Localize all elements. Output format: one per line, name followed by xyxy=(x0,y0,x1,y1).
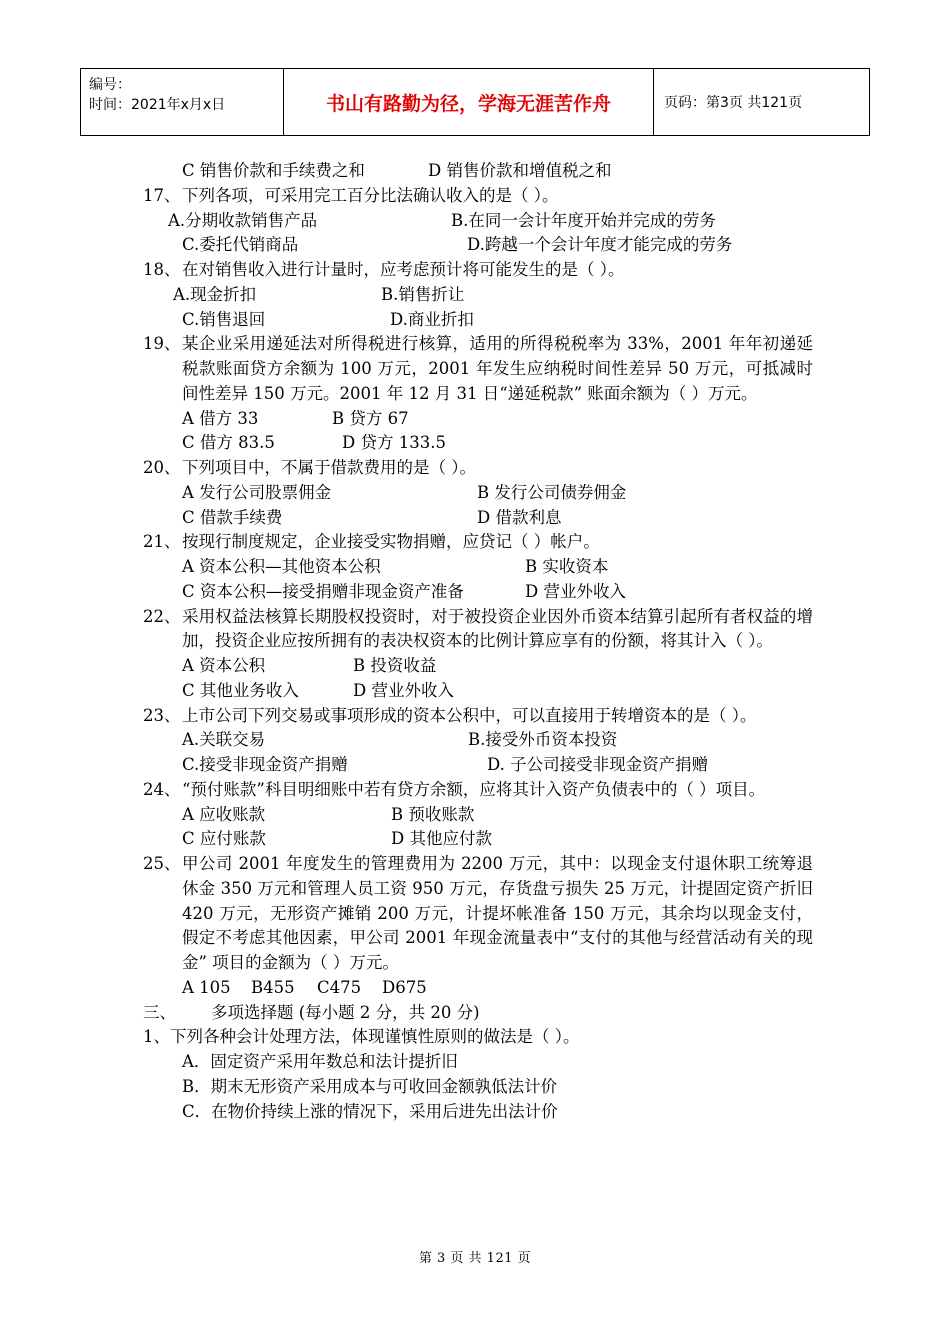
answer-option: B 投资收益 xyxy=(353,656,437,675)
question-number: 24、 xyxy=(143,779,181,799)
answer-option: D 营业外收入 xyxy=(353,680,454,700)
question-text: 甲公司 2001 年度发生的管理费用为 2200 万元，其中：以现金支付退休职工统筹退休金 350 万元和管理人员工资 950 万元，存货盘亏损失 25 万元，计提固定资产折旧 420 万元，无形资产摊销 200 万元，计提坏帐准备 150 万元，其余均以现金支付，假定不考虑其他因素，甲公司 2001 年现金流量表中“支付的其他与经营活动有关的现金” 项目的金额为（ ）万元。 xyxy=(182,854,813,972)
option-row xyxy=(143,431,813,456)
answer-option: D. 子公司接受非现金资产捐赠 xyxy=(487,755,709,774)
question-number: 23、 xyxy=(143,705,181,725)
answer-option: D 销售价款和增值税之和 xyxy=(428,161,612,180)
question-item xyxy=(143,530,813,555)
question-number: 18、 xyxy=(143,260,181,279)
answer-option: C.委托代销商品 xyxy=(182,235,299,255)
answer-option: D.跨越一个会计年度才能完成的劳务 xyxy=(467,235,733,255)
question-text: 采用权益法核算长期股权投资时，对于被投资企业因外币资本结算引起所有者权益的增加，投资企业应按所拥有的表决权资本的比例计算应享有的份额，将其计入（ ）。 xyxy=(182,606,813,651)
question-number: 17、 xyxy=(143,185,181,205)
question-item xyxy=(143,605,813,655)
answer-option: A.现金折扣 xyxy=(173,284,257,304)
answer-option: D 借款利息 xyxy=(477,507,562,527)
answer-option: A 105 xyxy=(182,977,231,997)
answer-option: C 销售价款和手续费之和 xyxy=(182,161,365,180)
answer-option: B.销售折让 xyxy=(381,284,465,304)
answer-option: C 借方 83.5 xyxy=(182,433,275,453)
answer-option: A．固定资产采用年数总和法计提折旧 xyxy=(182,1052,458,1071)
answer-option: A 资本公积 xyxy=(182,656,266,675)
question-item xyxy=(143,258,813,283)
question-item xyxy=(143,456,813,481)
question-body xyxy=(143,159,813,1124)
section-heading-part: 三、 xyxy=(143,1002,176,1022)
page-footer: 第 3 页 共 121 页 xyxy=(418,1251,532,1266)
option-row xyxy=(143,803,813,828)
question-text: 下列各项，可采用完工百分比法确认收入的是（ ）。 xyxy=(182,185,559,205)
option-row xyxy=(143,580,813,605)
answer-option: A 借方 33 xyxy=(182,408,259,428)
answer-option: A.分期收款销售产品 xyxy=(168,210,318,230)
option-row xyxy=(143,481,813,506)
option-row xyxy=(143,506,813,531)
header-meta xyxy=(81,69,284,135)
question-item xyxy=(143,852,813,976)
answer-option: B 贷方 67 xyxy=(332,408,409,428)
option-row xyxy=(143,753,813,778)
answer-option: B 实收资本 xyxy=(525,557,609,576)
answer-option: B 预收账款 xyxy=(391,804,475,824)
answer-option: D.商业折扣 xyxy=(390,309,474,329)
question-text: 上市公司下列交易或事项形成的资本公积中，可以直接用于转增资本的是（ ）。 xyxy=(182,705,757,725)
question-number: 22、 xyxy=(143,606,181,626)
answer-option: C 其他业务收入 xyxy=(182,680,299,700)
question-item xyxy=(143,778,813,803)
option-row xyxy=(143,679,813,704)
question-text: 在对销售收入进行计量时，应考虑预计将可能发生的是（ ）。 xyxy=(182,260,625,279)
option-row xyxy=(143,728,813,753)
option-row xyxy=(143,1075,813,1100)
question-text: 某企业采用递延法对所得税进行核算，适用的所得税税率为 33%，2001 年年初递延税款账面贷方余额为 100 万元，2001 年发生应纳税时间性差异 50 万元，可抵减时间性差异 150 万元。2001 年 12 月 31 日“递延税款” 账面余额为（ ）万元。 xyxy=(182,334,813,403)
answer-option: B.接受外币资本投资 xyxy=(468,730,618,750)
answer-option: C 资本公积—接受捐赠非现金资产准备 xyxy=(182,581,464,601)
answer-option: D 贷方 133.5 xyxy=(342,433,446,453)
header-page-number: 页码：第3页 共121页 xyxy=(664,95,803,111)
header-date: 时间：2021年x月x日 xyxy=(89,97,226,113)
answer-option: D 营业外收入 xyxy=(525,581,626,601)
answer-option: C．在物价持续上涨的情况下，采用后进先出法计价 xyxy=(182,1101,558,1121)
option-row xyxy=(143,233,813,258)
section-heading-part: 多项选择题 (每小题 2 分，共 20 分) xyxy=(211,1002,480,1022)
answer-option: C475 xyxy=(317,977,362,997)
answer-option: C 借款手续费 xyxy=(182,507,283,527)
question-item: 1、下列各种会计处理方法，体现谨慎性原则的做法是（ ）。 xyxy=(143,1027,580,1047)
option-row xyxy=(143,159,813,184)
answer-option: C.接受非现金资产捐赠 xyxy=(182,755,348,774)
answer-option: B．期末无形资产采用成本与可收回金额孰低法计价 xyxy=(182,1076,558,1096)
header-motto: 书山有路勤为径，学海无涯苦作舟 xyxy=(284,69,654,135)
question-item xyxy=(143,184,813,209)
option-row xyxy=(143,283,813,308)
option-row xyxy=(143,1050,813,1075)
question-item xyxy=(143,332,813,406)
option-row xyxy=(143,407,813,432)
option-row xyxy=(143,209,813,234)
question-item xyxy=(143,704,813,729)
question-text: “预付账款”科目明细账中若有贷方余额，应将其计入资产负债表中的（ ）项目。 xyxy=(182,779,766,799)
section-heading xyxy=(143,1001,813,1026)
answer-option: B 发行公司债券佣金 xyxy=(477,482,627,502)
answer-option: A 应收账款 xyxy=(182,804,266,824)
page-header xyxy=(80,68,870,136)
option-row xyxy=(143,827,813,852)
answer-option: D 其他应付款 xyxy=(391,829,492,849)
question-text: 下列项目中，不属于借款费用的是（ ）。 xyxy=(182,458,476,477)
answer-option: A.关联交易 xyxy=(182,730,266,750)
question-number: 25、 xyxy=(143,854,181,873)
answer-option: B455 xyxy=(251,977,295,997)
answer-option: A 发行公司股票佣金 xyxy=(182,482,332,502)
answer-option: C.销售退回 xyxy=(182,309,266,329)
header-code: 编号： xyxy=(89,77,131,93)
option-row xyxy=(143,654,813,679)
answer-option: B.在同一会计年度开始并完成的劳务 xyxy=(451,210,716,230)
answer-option: D675 xyxy=(382,977,427,997)
question-number: 19、 xyxy=(143,334,181,354)
option-row xyxy=(143,1100,813,1125)
option-row xyxy=(143,976,813,1001)
question-number: 21、 xyxy=(143,532,181,552)
option-row xyxy=(143,555,813,580)
question-text: 按现行制度规定，企业接受实物捐赠，应贷记（ ）帐户。 xyxy=(182,532,600,552)
option-row xyxy=(143,308,813,333)
answer-option: C 应付账款 xyxy=(182,829,266,849)
answer-option: A 资本公积—其他资本公积 xyxy=(182,557,381,576)
question-number: 20、 xyxy=(143,458,181,477)
